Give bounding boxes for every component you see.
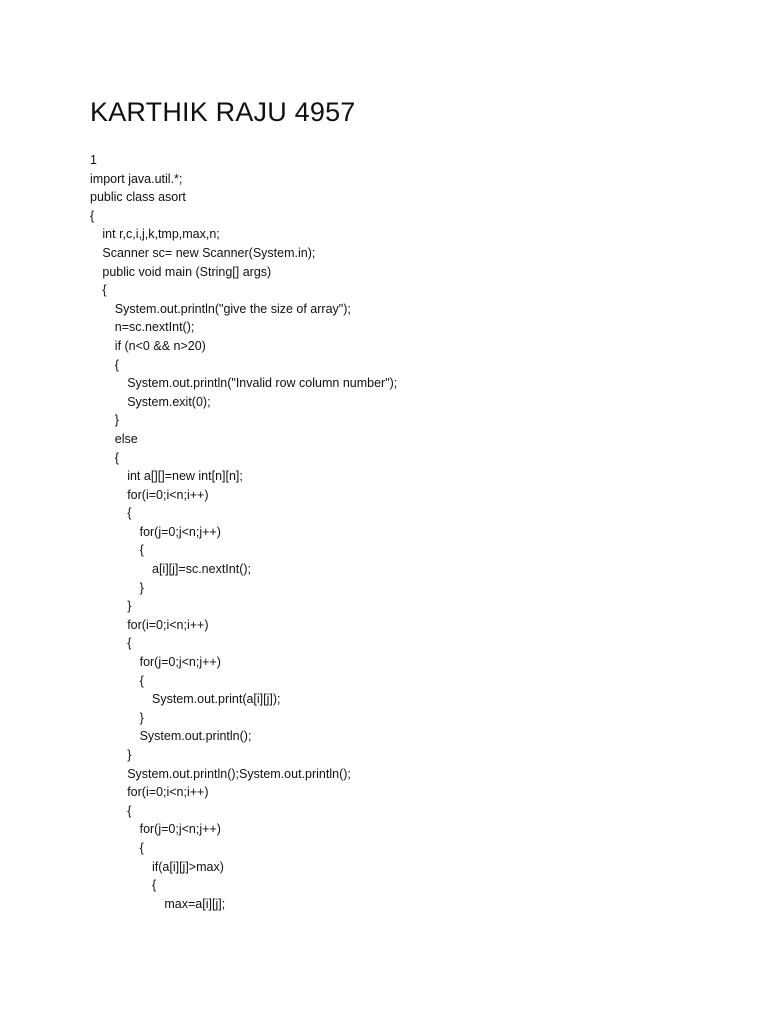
code-line: System.out.println("give the size of array"); xyxy=(114,301,351,316)
code-line: { xyxy=(114,450,119,465)
code-line: { xyxy=(139,840,144,855)
code-listing xyxy=(90,151,730,913)
code-line: 1 xyxy=(90,153,97,167)
code-line: max=a[i][j]; xyxy=(164,896,226,911)
code-line: Scanner sc= new Scanner(System.in); xyxy=(102,245,316,260)
code-line: } xyxy=(127,599,132,614)
code-line: { xyxy=(90,208,95,223)
code-line: for(j=0;j<n;j++) xyxy=(139,655,221,670)
code-line: { xyxy=(127,803,132,818)
code-line: for(i=0;i<n;i++) xyxy=(127,487,209,502)
code-line: a[i][j]=sc.nextInt(); xyxy=(152,562,251,577)
code-line: for(i=0;i<n;i++) xyxy=(127,617,209,632)
code-line: { xyxy=(152,878,157,893)
code-line: { xyxy=(127,636,132,651)
code-line: } xyxy=(139,710,144,725)
code-line: System.out.println(); xyxy=(139,729,252,744)
code-line: } xyxy=(127,748,132,762)
document-title: KARTHIK RAJU 4957 xyxy=(90,97,356,127)
code-line: int a[][]=new int[n][n]; xyxy=(127,469,243,484)
code-line: for(j=0;j<n;j++) xyxy=(139,524,221,539)
code-line: System.out.println("Invalid row column number"); xyxy=(127,376,398,391)
code-line: n=sc.nextInt(); xyxy=(114,320,195,335)
code-line: for(j=0;j<n;j++) xyxy=(139,822,221,837)
code-line: for(i=0;i<n;i++) xyxy=(127,785,209,800)
code-line: { xyxy=(139,673,144,688)
code-line: { xyxy=(139,543,144,558)
code-line: } xyxy=(114,413,119,428)
code-line: else xyxy=(114,431,138,446)
code-line: System.out.print(a[i][j]); xyxy=(152,692,281,707)
code-line: System.exit(0); xyxy=(127,394,211,409)
code-line: import java.util.*; xyxy=(90,171,183,186)
code-line: { xyxy=(127,506,132,521)
code-line: public void main (String[] args) xyxy=(102,264,272,279)
code-line: public class asort xyxy=(90,190,186,205)
code-line: { xyxy=(102,283,107,298)
code-line: { xyxy=(114,357,119,372)
code-line: } xyxy=(139,580,144,595)
code-line: System.out.println();System.out.println(); xyxy=(127,766,351,781)
code-line: if(a[i][j]>max) xyxy=(152,859,224,874)
code-line: if (n<0 && n>20) xyxy=(114,338,206,353)
code-line: int r,c,i,j,k,tmp,max,n; xyxy=(102,227,220,242)
